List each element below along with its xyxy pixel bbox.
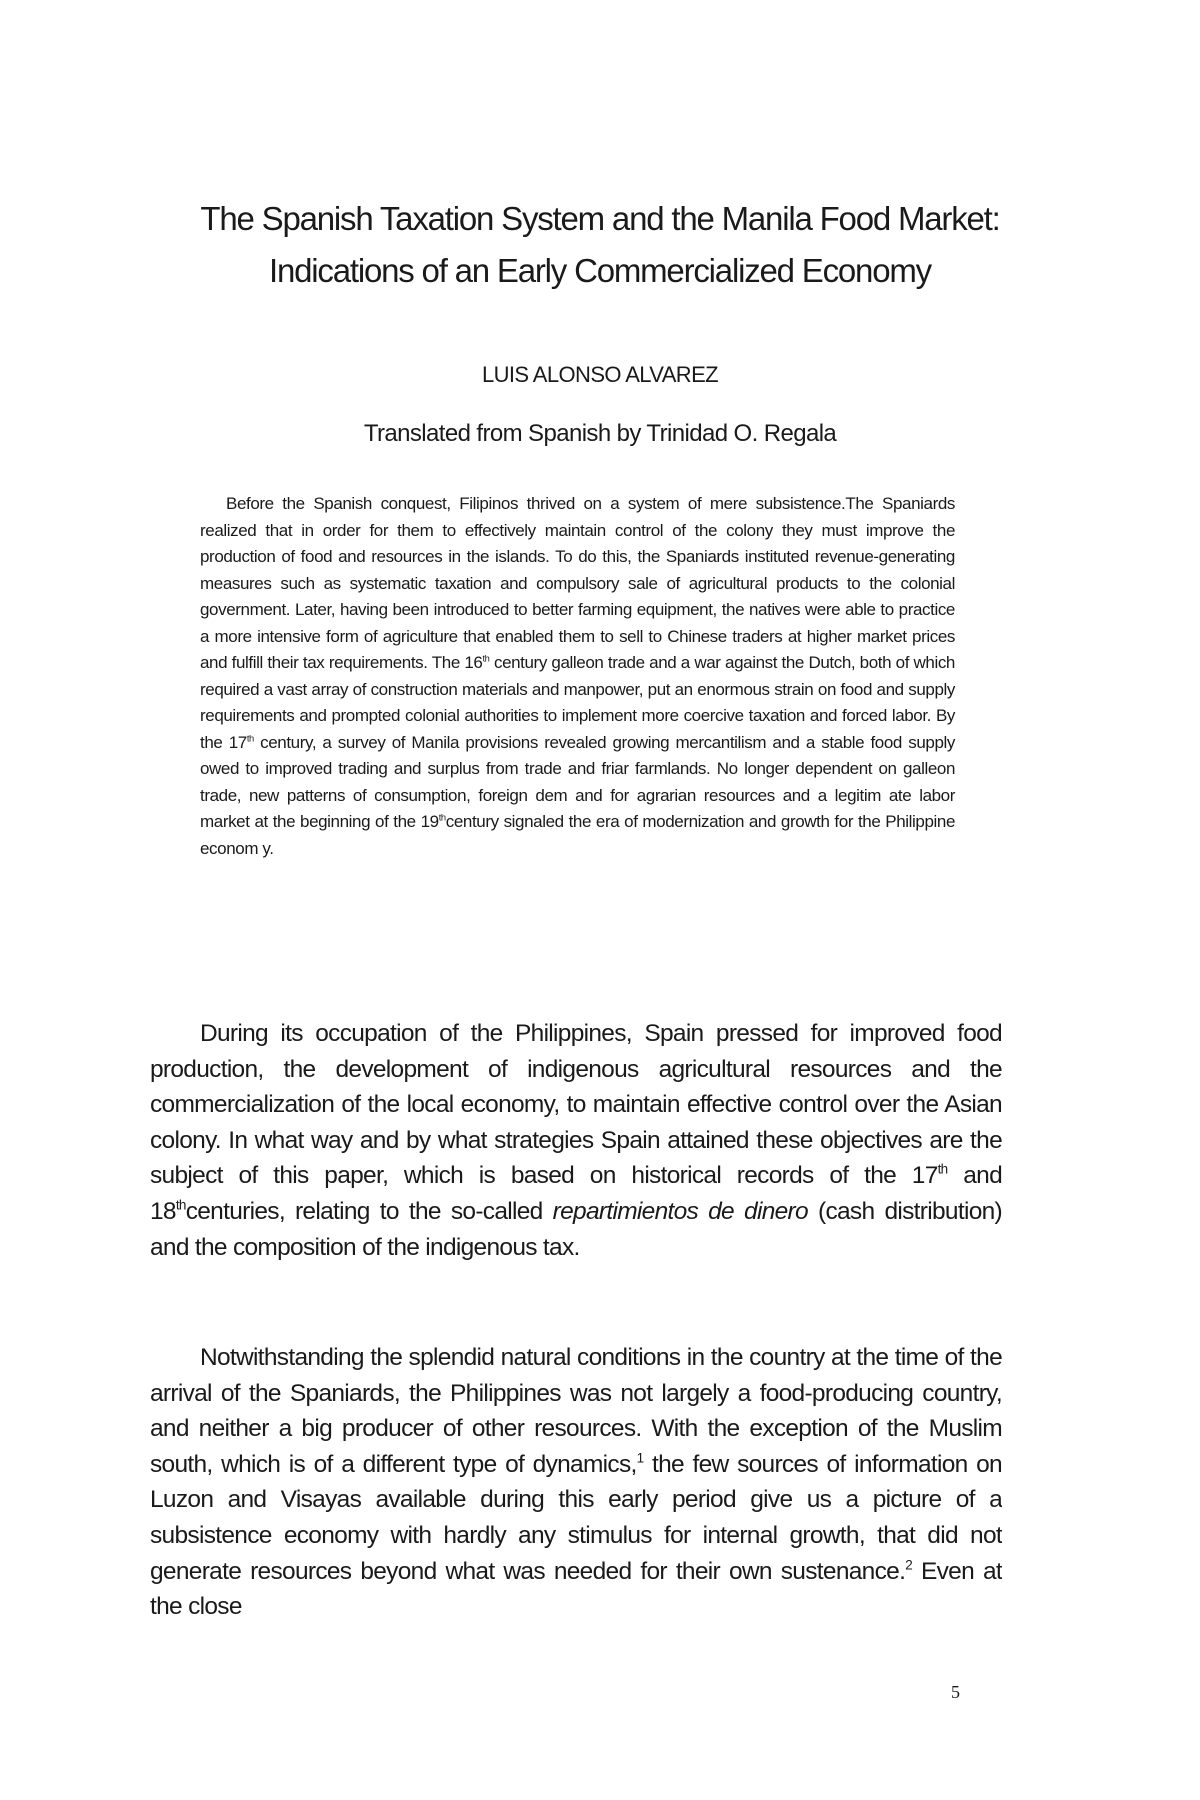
abstract-text: century, a survey of Manila provisions revealed growing mercantilism and a stable food supply owed to improved trading and surplus from trade and friar farmlands. No longer dependent on galleon trade, new patterns of consumption, foreign dem and for agrarian resources and a legitim ate labor market at the beginning of the 19	[200, 732, 955, 831]
superscript-ordinal: th	[438, 812, 446, 823]
footnote-marker[interactable]: 1	[636, 1450, 644, 1466]
abstract-text: Before the Spanish conquest, Filipinos thrived on a system of mere subsistence.The Spaniards realized that in order for them to effectively maintain control of the colony they must improve the production of food and resources in the islands. To do this, the Spaniards instituted revenue-generating measures such as systematic taxation and compulsory sale of agricultural products to the colonial government. Later, having been introduced to better farming equipment, the natives were able to practice a more intensive form of agriculture that enabled them to sell to Chinese traders at higher market prices and fulfill their tax requirements. The 16	[200, 494, 955, 672]
translator-credit: Translated from Spanish by Trinidad O. Regala	[363, 420, 837, 447]
footnote-marker[interactable]: 2	[905, 1557, 912, 1573]
author-name: LUIS ALONSO ALVAREZ	[482, 362, 718, 387]
body-paragraph-1	[150, 1016, 1002, 1265]
superscript-ordinal: th	[175, 1197, 186, 1213]
abstract-text: century signaled the era of modernization and growth for the Philippine econom y.	[200, 812, 955, 858]
body-paragraph-2	[150, 1340, 1002, 1660]
abstract	[200, 491, 955, 862]
page-number: 5	[951, 1682, 960, 1702]
paragraph-text: Notwithstanding the splendid natural conditions in the country at the time of the arrival of the Spaniards, the Philippines was not largely a food-producing country, and neither a big producer of other resources. With the exception of the Muslim south, which is of a different type of dynamics,	[150, 1344, 1002, 1478]
superscript-ordinal: th	[482, 653, 490, 664]
title-line-2: Indications of an Early Commercialized Economy	[269, 252, 931, 289]
abstract-text: century galleon trade and a war against the Dutch, both of which required a vast array of construction materials and manpower, put an enormous strain on food and supply requirements and prompted colonial authorities to implement more coercive taxation and forced labor. By the 17	[200, 653, 955, 752]
paragraph-text: During its occupation of the Philippines, Spain pressed for improved food production, the development of indigenous agricultural resources and the commercialization of the local economy, to maintain effective control over the Asian colony. In what way and by what strategies Spain attained these objectives are the subject of this paper, which is based on historical records of the 17	[150, 1020, 1002, 1190]
title-line-1: The Spanish Taxation System and the Manila Food Market:	[200, 200, 1000, 237]
paragraph-text: the few sources of information on Luzon and Visayas available during this early period give us a picture of a subsistence economy with hardly any stimulus for internal growth, that did not generate resources beyond what was needed for their own sustenance.	[150, 1450, 1002, 1585]
paragraph-text: and 18	[150, 1162, 1002, 1225]
paragraph-text: (cash distribution) and the composition of the indigenous tax.	[150, 1197, 1002, 1261]
superscript-ordinal: th	[246, 732, 254, 743]
article-title	[100, 193, 1100, 297]
paragraph-text: centuries, relating to the so-called	[185, 1197, 553, 1225]
paragraph-text: Even at the close	[150, 1557, 1002, 1621]
superscript-ordinal: th	[937, 1161, 948, 1177]
italic-term: repartimientos de dinero	[552, 1197, 808, 1225]
